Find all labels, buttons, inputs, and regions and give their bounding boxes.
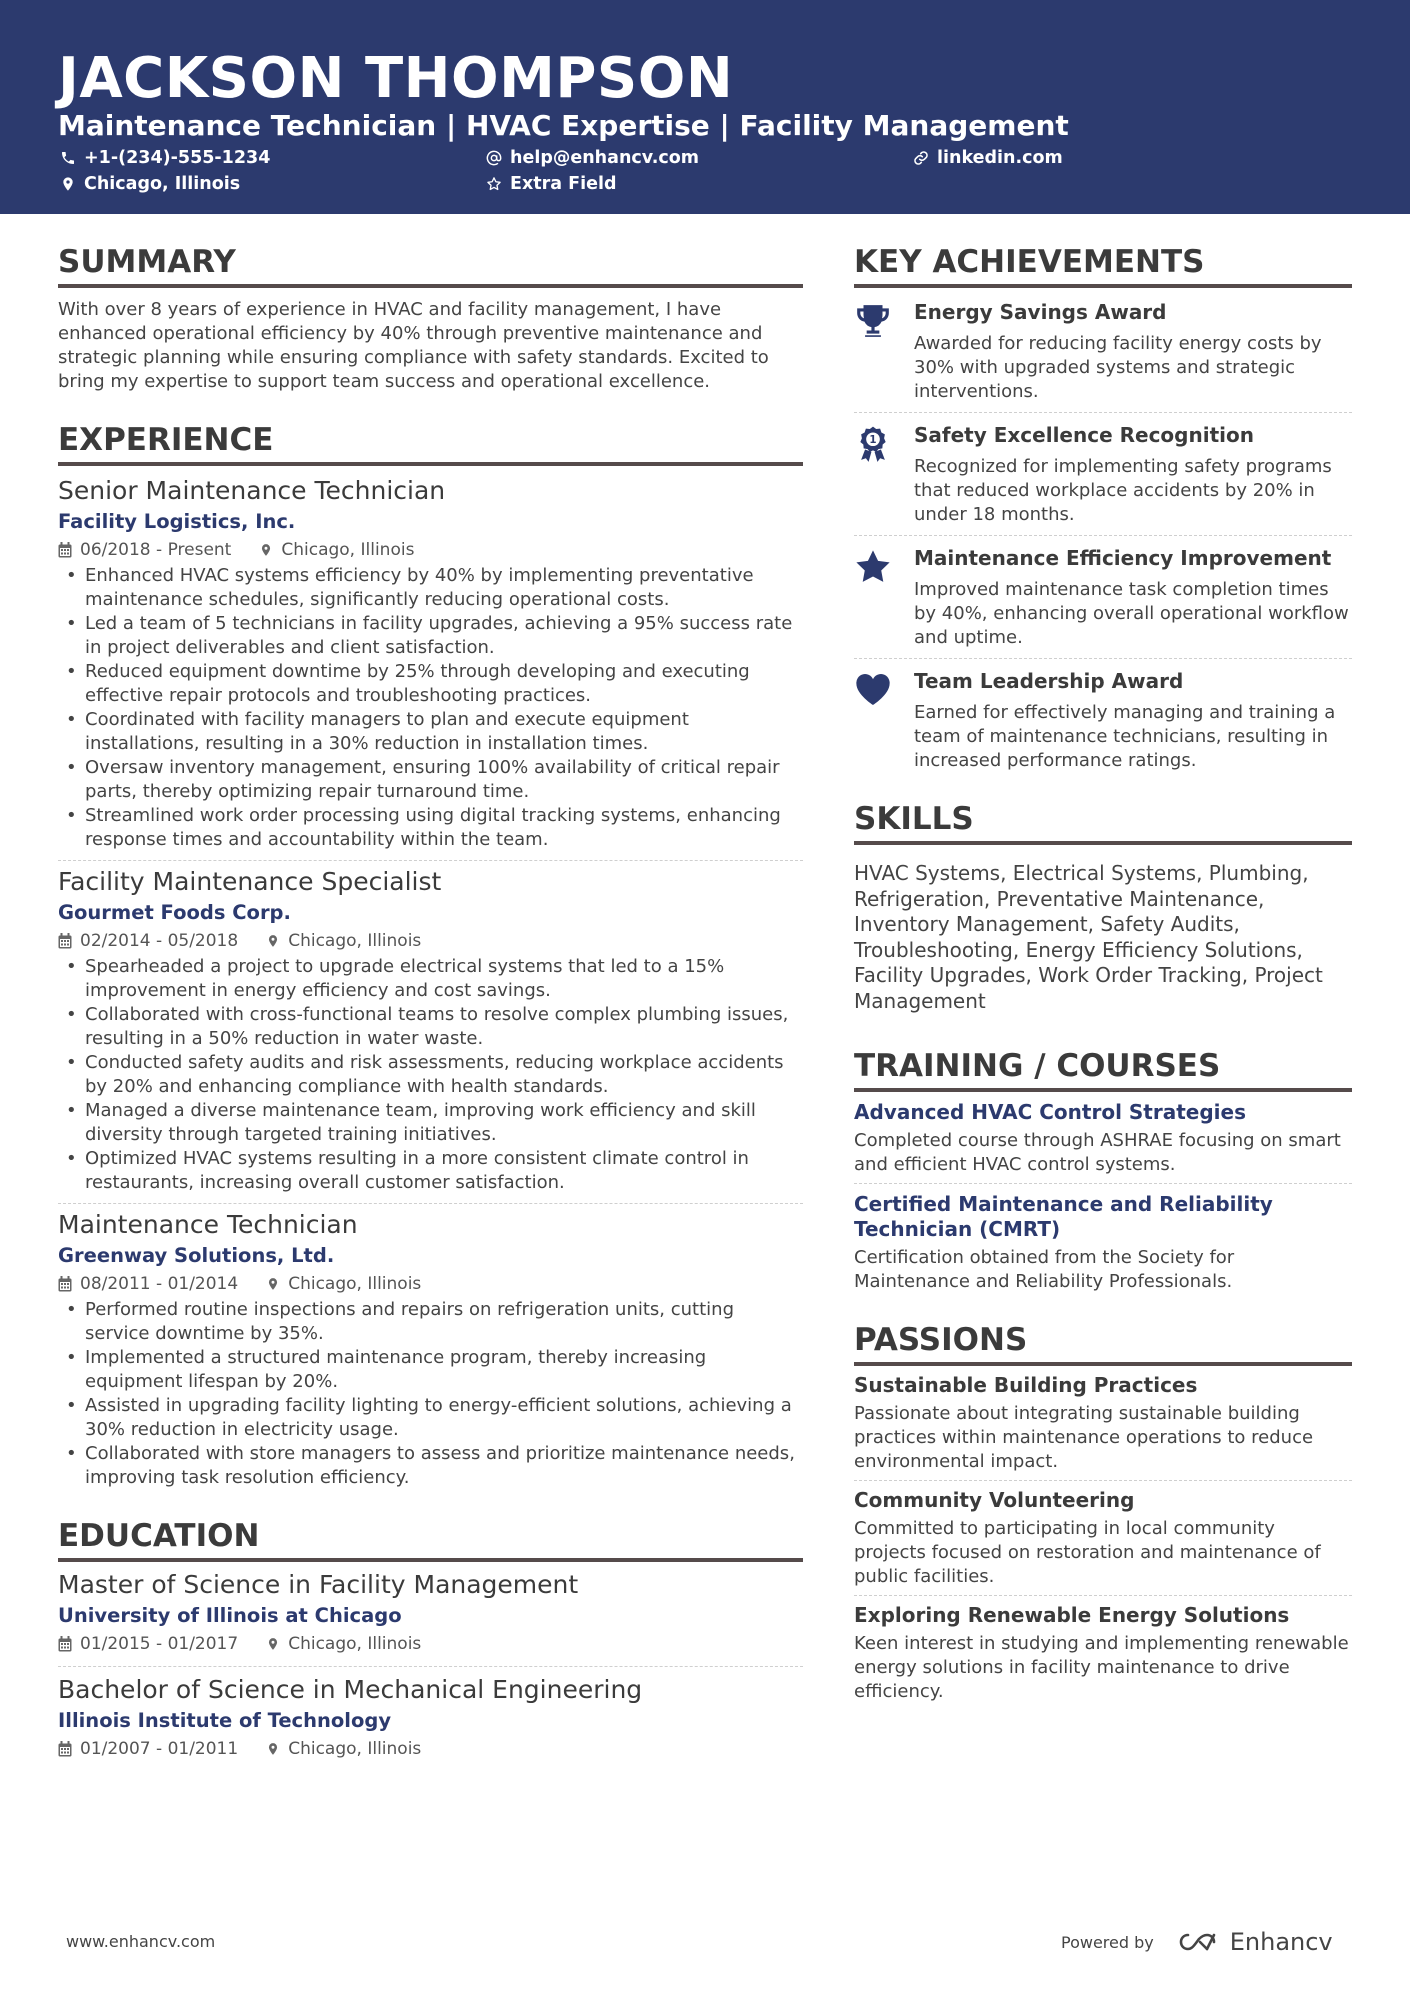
left-column bbox=[58, 242, 803, 1761]
job-bullets bbox=[58, 1298, 803, 1490]
education-entry bbox=[58, 1673, 803, 1761]
company-name: Gourmet Foods Corp. bbox=[58, 901, 291, 924]
star-outline-icon bbox=[486, 176, 502, 192]
email-link[interactable]: help@enhancv.com bbox=[510, 148, 700, 168]
achievement-desc: Recognized for implementing safety programs that reduced workplace accidents by 20% in under 18 months. bbox=[914, 456, 1332, 525]
achievement-title: Team Leadership Award bbox=[914, 669, 1184, 693]
course-desc: Certification obtained from the Society for Maintenance and Reliability Professionals. bbox=[854, 1247, 1235, 1292]
divider bbox=[58, 1203, 803, 1204]
contact-phone bbox=[60, 146, 270, 170]
experience-entry bbox=[58, 865, 803, 1195]
bullet-item: • Coordinated with facility managers to plan and execute equipment installations, resulting in a 30% reduction in installation times. bbox=[58, 708, 803, 756]
at-sign-icon bbox=[486, 150, 502, 166]
location-pin-icon bbox=[60, 176, 76, 192]
achievement-title: Energy Savings Award bbox=[914, 300, 1167, 324]
education-dates: 01/2015 - 01/2017 bbox=[80, 1634, 239, 1654]
course-item bbox=[854, 1192, 1352, 1294]
powered-by-text: Powered by bbox=[1061, 1932, 1154, 1952]
bullet-item: • Collaborated with cross-functional teams to resolve complex plumbing issues, resulting in a 50% reduction in water waste. bbox=[58, 1003, 803, 1051]
bullet-item: • Performed routine inspections and repairs on refrigeration units, cutting service downtime by 35%. bbox=[58, 1298, 803, 1346]
achievement-item bbox=[854, 298, 1352, 404]
education-location: Chicago, Illinois bbox=[288, 1634, 422, 1654]
bullet-item: • Collaborated with store managers to assess and prioritize maintenance needs, improving task resolution efficiency. bbox=[58, 1442, 803, 1490]
education-dates: 01/2007 - 01/2011 bbox=[80, 1739, 239, 1759]
passions-heading: PASSIONS bbox=[854, 1320, 1352, 1366]
achievements-heading: KEY ACHIEVEMENTS bbox=[854, 242, 1352, 288]
bullet-item: • Conducted safety audits and risk assessments, reducing workplace accidents by 20% and enhancing compliance with health standards. bbox=[58, 1051, 803, 1099]
job-dates: 06/2018 - Present bbox=[80, 540, 232, 560]
job-meta bbox=[58, 538, 803, 562]
divider bbox=[854, 1595, 1352, 1596]
achievement-title: Maintenance Efficiency Improvement bbox=[914, 546, 1332, 570]
experience-entry bbox=[58, 1208, 803, 1490]
extra-field-text: Extra Field bbox=[510, 174, 617, 194]
bullet-item: • Led a team of 5 technicians in facility upgrades, achieving a 95% success rate in project deliverables and client satisfaction. bbox=[58, 612, 803, 660]
trophy-icon bbox=[854, 302, 892, 340]
job-meta bbox=[58, 929, 803, 953]
medal-icon bbox=[854, 425, 892, 463]
divider bbox=[854, 412, 1352, 413]
bullet-item: • Oversaw inventory management, ensuring 100% availability of critical repair parts, thereby optimizing repair turnaround time. bbox=[58, 756, 803, 804]
passion-desc: Keen interest in studying and implementing renewable energy solutions in facility maintenance to drive efficiency. bbox=[854, 1633, 1349, 1702]
passion-title: Exploring Renewable Energy Solutions bbox=[854, 1603, 1290, 1627]
brand-name: Enhancv bbox=[1229, 1928, 1333, 1956]
candidate-headline: Maintenance Technician | HVAC Expertise | Facility Management bbox=[58, 109, 1069, 142]
passion-desc: Committed to participating in local community projects focused on restoration and maintenance of public facilities. bbox=[854, 1518, 1321, 1587]
training-heading: TRAINING / COURSES bbox=[854, 1046, 1352, 1092]
calendar-icon bbox=[58, 1636, 72, 1652]
divider bbox=[854, 1480, 1352, 1481]
heart-icon bbox=[854, 671, 892, 709]
passion-desc: Passionate about integrating sustainable building practices within maintenance operations to reduce environmental impact. bbox=[854, 1403, 1314, 1472]
job-location: Chicago, Illinois bbox=[281, 540, 415, 560]
job-meta bbox=[58, 1272, 803, 1296]
school-name: Illinois Institute of Technology bbox=[58, 1709, 392, 1732]
brand-logo[interactable] bbox=[1176, 1928, 1333, 1956]
calendar-icon bbox=[58, 933, 72, 949]
school-name: University of Illinois at Chicago bbox=[58, 1604, 402, 1627]
job-location: Chicago, Illinois bbox=[288, 931, 422, 951]
job-dates: 08/2011 - 01/2014 bbox=[80, 1274, 239, 1294]
job-location: Chicago, Illinois bbox=[288, 1274, 422, 1294]
linkedin-link[interactable]: linkedin.com bbox=[937, 148, 1063, 168]
course-item bbox=[854, 1100, 1352, 1177]
bullet-item: • Implemented a structured maintenance program, thereby increasing equipment lifespan by 20%. bbox=[58, 1346, 803, 1394]
location-pin-icon bbox=[259, 542, 273, 558]
course-title: Advanced HVAC Control Strategies bbox=[854, 1100, 1246, 1124]
education-heading: EDUCATION bbox=[58, 1516, 803, 1562]
job-dates: 02/2014 - 05/2018 bbox=[80, 931, 239, 951]
company-name: Facility Logistics, Inc. bbox=[58, 510, 296, 533]
divider bbox=[854, 535, 1352, 536]
contact-email bbox=[486, 146, 699, 170]
achievement-item bbox=[854, 667, 1352, 773]
footer-branding bbox=[1061, 1928, 1333, 1956]
skills-text: HVAC Systems, Electrical Systems, Plumbing, Refrigeration, Preventative Maintenance, Inventory Management, Safety Audits, Troubleshooting, Energy Efficiency Solutions, Facility Upgrades, Work Order Tracking, Project Management bbox=[854, 861, 1323, 1013]
calendar-icon bbox=[58, 1741, 72, 1757]
location-pin-icon bbox=[266, 1741, 280, 1757]
phone-icon bbox=[60, 150, 76, 166]
bullet-item: • Managed a diverse maintenance team, improving work efficiency and skill diversity through targeted training initiatives. bbox=[58, 1099, 803, 1147]
passion-item bbox=[854, 1602, 1352, 1704]
contact-extra bbox=[486, 172, 617, 196]
job-title: Facility Maintenance Specialist bbox=[58, 867, 442, 896]
location-pin-icon bbox=[266, 1276, 280, 1292]
enhancv-logo-icon bbox=[1176, 1930, 1222, 1954]
bullet-item: • Reduced equipment downtime by 25% through developing and executing effective repair protocols and troubleshooting practices. bbox=[58, 660, 803, 708]
education-location: Chicago, Illinois bbox=[288, 1739, 422, 1759]
achievement-desc: Earned for effectively managing and training a team of maintenance technicians, resulting in increased performance ratings. bbox=[914, 702, 1336, 771]
achievement-desc: Awarded for reducing facility energy costs by 30% with upgraded systems and strategic interventions. bbox=[914, 333, 1322, 402]
divider bbox=[854, 1183, 1352, 1184]
skills-heading: SKILLS bbox=[854, 799, 1352, 845]
passion-item bbox=[854, 1372, 1352, 1474]
link-icon bbox=[913, 150, 929, 166]
calendar-icon bbox=[58, 542, 72, 558]
bullet-item: • Streamlined work order processing using digital tracking systems, enhancing response times and accountability within the team. bbox=[58, 804, 803, 852]
phone-text: +1-(234)-555-1234 bbox=[84, 148, 271, 168]
job-title: Maintenance Technician bbox=[58, 1210, 358, 1239]
candidate-name: JACKSON THOMPSON bbox=[58, 46, 734, 111]
education-meta bbox=[58, 1737, 803, 1761]
footer-website-link[interactable]: www.enhancv.com bbox=[66, 1932, 216, 1951]
experience-entry bbox=[58, 474, 803, 852]
job-bullets bbox=[58, 564, 803, 852]
svg-text:1: 1 bbox=[869, 433, 877, 446]
experience-heading: EXPERIENCE bbox=[58, 420, 803, 466]
location-pin-icon bbox=[266, 1636, 280, 1652]
bullet-item: • Enhanced HVAC systems efficiency by 40% by implementing preventative maintenance schedules, significantly reducing operational costs. bbox=[58, 564, 803, 612]
education-entry bbox=[58, 1568, 803, 1656]
company-name: Greenway Solutions, Ltd. bbox=[58, 1244, 335, 1267]
passion-title: Sustainable Building Practices bbox=[854, 1373, 1198, 1397]
location-text: Chicago, Illinois bbox=[84, 174, 241, 194]
divider bbox=[58, 860, 803, 861]
achievement-desc: Improved maintenance task completion times by 40%, enhancing overall operational workflow and uptime. bbox=[914, 579, 1349, 648]
location-pin-icon bbox=[266, 933, 280, 949]
education-meta bbox=[58, 1632, 803, 1656]
job-title: Senior Maintenance Technician bbox=[58, 476, 446, 505]
achievement-title: Safety Excellence Recognition bbox=[914, 423, 1254, 447]
calendar-icon bbox=[58, 1276, 72, 1292]
right-column bbox=[854, 242, 1352, 1704]
contact-linkedin bbox=[913, 146, 1063, 170]
divider bbox=[854, 658, 1352, 659]
bullet-item: • Assisted in upgrading facility lighting to energy-efficient solutions, achieving a 30% reduction in electricity usage. bbox=[58, 1394, 803, 1442]
summary-text: With over 8 years of experience in HVAC and facility management, I have enhanced operational efficiency by 40% through preventive maintenance and strategic planning while ensuring compliance with safety standards. Excited to bring my expertise to support team success and operational excellence. bbox=[58, 299, 769, 392]
passion-title: Community Volunteering bbox=[854, 1488, 1135, 1512]
achievement-item bbox=[854, 544, 1352, 650]
course-desc: Completed course through ASHRAE focusing on smart and efficient HVAC control systems. bbox=[854, 1130, 1341, 1175]
degree-title: Master of Science in Facility Management bbox=[58, 1570, 579, 1599]
bullet-item: • Optimized HVAC systems resulting in a more consistent climate control in restaurants, increasing overall customer satisfaction. bbox=[58, 1147, 803, 1195]
course-title: Certified Maintenance and Reliability Technician (CMRT) bbox=[854, 1192, 1273, 1241]
divider bbox=[58, 1666, 803, 1667]
degree-title: Bachelor of Science in Mechanical Engineering bbox=[58, 1675, 643, 1704]
contact-location bbox=[60, 172, 240, 196]
bullet-item: • Spearheaded a project to upgrade electrical systems that led to a 15% improvement in energy efficiency and cost savings. bbox=[58, 955, 803, 1003]
achievement-item bbox=[854, 421, 1352, 527]
passion-item bbox=[854, 1487, 1352, 1589]
job-bullets bbox=[58, 955, 803, 1195]
summary-heading: SUMMARY bbox=[58, 242, 803, 288]
resume-header bbox=[0, 0, 1410, 214]
star-icon bbox=[854, 548, 892, 586]
